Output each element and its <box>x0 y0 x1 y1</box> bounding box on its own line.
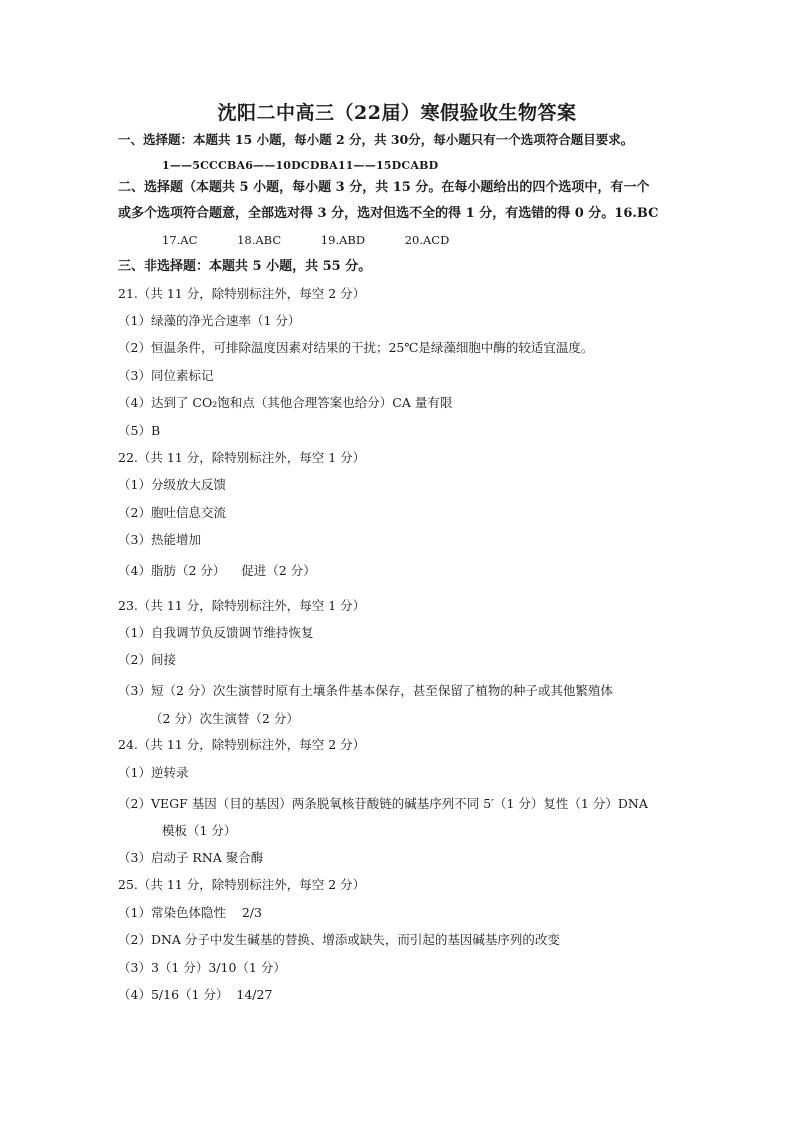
q23-answer-3: （3）短（2 分）次生演替时原有土壤条件基本保存，甚至保留了植物的种子或其他繁殖体 <box>118 683 613 698</box>
q23-answer-3-continued: （2 分）次生演替（2 分） <box>150 711 299 726</box>
q24-answer-2-continued: 模板（1 分） <box>162 823 237 838</box>
page-title: 沈阳二中高三（22届）寒假验收生物答案 <box>217 102 577 124</box>
q21-answer-3: （3）同位素标记 <box>118 368 214 383</box>
q24-header: 24.（共 11 分，除特别标注外，每空 2 分） <box>118 737 366 752</box>
q22-answer-3: （3）热能增加 <box>118 532 201 547</box>
answer-20: 20.ACD <box>404 233 450 247</box>
q25-answer-3: （3）3（1 分）3/10（1 分） <box>118 960 286 975</box>
section3-heading: 三、非选择题：本题共 5 小题，共 55 分。 <box>118 259 372 274</box>
q23-answer-2: （2）间接 <box>118 652 176 667</box>
q21-answer-2: （2）恒温条件，可排除温度因素对结果的干扰；25℃是绿藻细胞中酶的较适宜温度。 <box>118 340 594 355</box>
section1-heading: 一、选择题：本题共 15 小题，每小题 2 分，共 30分，每小题只有一个选项符合题目要求。 <box>118 132 634 147</box>
q25-answer-1: （1）常染色体隐性 2/3 <box>118 905 262 920</box>
q25-answer-4: （4）5/16（1 分） 14/27 <box>118 987 273 1002</box>
q23-answer-1: （1）自我调节负反馈调节维持恢复 <box>118 625 314 640</box>
q21-answer-5: （5）B <box>118 423 161 438</box>
q21-answer-4: （4）达到了 CO₂饱和点（其他合理答案也给分）CA 量有限 <box>118 395 453 410</box>
q21-header: 21.（共 11 分，除特别标注外，每空 2 分） <box>118 286 366 301</box>
q21-answer-1: （1）绿藻的净光合速率（1 分） <box>118 313 301 328</box>
q24-answer-2: （2）VEGF 基因（目的基因）两条脱氧核苷酸链的碱基序列不同 5′（1 分）复性（1 分）DNA <box>118 796 648 811</box>
answer-19: 19.ABD <box>320 233 366 247</box>
q22-answer-4: （4）脂肪（2 分） 促进（2 分） <box>118 563 316 578</box>
section2-heading-line1: 二、选择题（本题共 5 小题，每小题 3 分，共 15 分。在每小题给出的四个选项中，有一个 <box>118 180 650 195</box>
q22-header: 22.（共 11 分，除特别标注外，每空 1 分） <box>118 450 366 465</box>
q24-answer-3: （3）启动子 RNA 聚合酶 <box>118 850 264 865</box>
q23-header: 23.（共 11 分，除特别标注外，每空 1 分） <box>118 598 366 613</box>
answer-18: 18.ABC <box>237 233 282 247</box>
q22-answer-1: （1）分级放大反馈 <box>118 477 226 492</box>
section1-answers: 1——5CCCBA6——10DCDBA11——15DCABD <box>162 159 439 172</box>
section2-heading-line2: 或多个选项符合题意，全部选对得 3 分，选对但选不全的得 1 分，有选错的得 0 分。16.BC <box>118 206 659 221</box>
section2-answers <box>162 230 485 250</box>
answer-17: 17.AC <box>162 233 198 247</box>
q22-answer-2: （2）胞吐信息交流 <box>118 505 226 520</box>
q25-header: 25.（共 11 分，除特别标注外，每空 2 分） <box>118 877 366 892</box>
q24-answer-1: （1）逆转录 <box>118 765 189 780</box>
q25-answer-2: （2）DNA 分子中发生碱基的替换、增添或缺失，而引起的基因碱基序列的改变 <box>118 932 560 947</box>
